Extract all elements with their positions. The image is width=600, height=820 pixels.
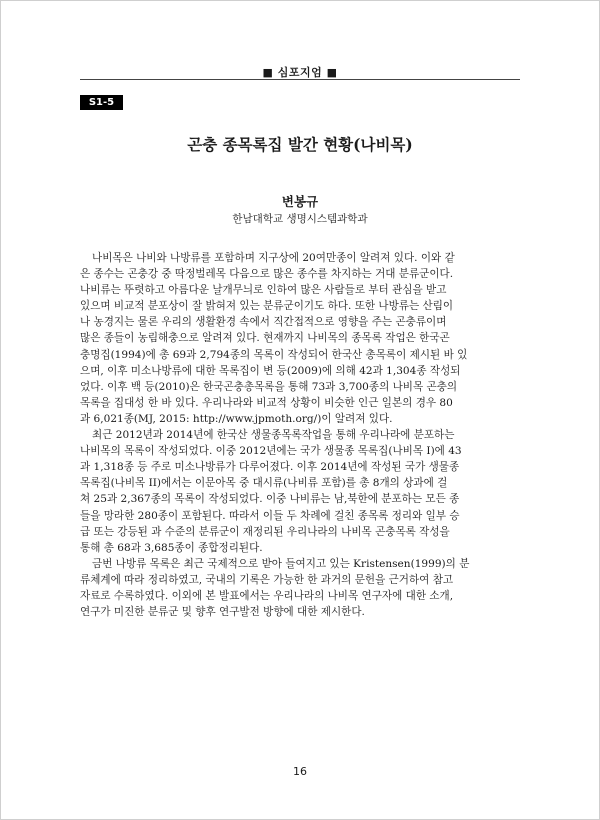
text-line: 목록집(나비목 II)에서는 이문아목 중 대시류(나비류 포함)를 총 8개의 상과에 걸 [80, 477, 448, 490]
text-line: 과 6,021종(MJ, 2015: http://www.jpmoth.org/)이 알려져 있다. [80, 412, 393, 425]
text-line: 충명집(1994)에 총 69과 2,794종의 목록이 작성되어 한국산 총목록이 제시된 바 있 [80, 348, 468, 361]
text-line: 나비류는 뚜렷하고 아름다운 날개무늬로 인하여 많은 사람들로 부터 관심을 받고 [80, 284, 447, 297]
author-affiliation: 한남대학교 생명시스템과학과 [232, 213, 368, 225]
header-rule [80, 79, 520, 80]
page-number: 16 [293, 765, 307, 778]
text-line: 많은 종들이 농림해충으로 알려져 있다. 현재까지 나비목의 종목록 작업은 한국곤 [80, 332, 450, 345]
text-line: 은 종수는 곤충강 중 딱정벌레목 다음으로 많은 종수를 차지하는 거대 분류군이다. [80, 268, 454, 281]
text-line: 급 또는 강등된 과 수준의 분류군이 재정리된 우리나라의 나비목 곤충목록 작성을 [80, 525, 450, 538]
text-line: 나비목은 나비와 나방류를 포함하며 지구상에 20여만종이 알려져 있다. 이와 같 [92, 252, 455, 264]
text-line: 목록을 집대성 한 바 있다. 우리나라와 비교적 상황이 비슷한 인근 일본의 경우 80 [80, 396, 453, 409]
abstract-body [80, 250, 520, 620]
text-line: 자료로 수록하였다. 이외에 본 발표에서는 우리나라의 나비목 연구자에 대한 소개, [80, 589, 454, 602]
text-line: 과 1,318종 등 주로 미소나방류가 다루어졌다. 이후 2014년에 작성된 국가 생물종 [80, 461, 460, 474]
text-line: 나비목의 목록이 작성되었다. 이중 2012년에는 국가 생물종 목록집(나비목 I)에 43 [80, 445, 462, 458]
text-line: 연구가 미진한 분류군 및 향후 연구발전 방향에 대한 제시한다. [80, 606, 365, 619]
text-line: 통해 총 68과 3,685종이 종합정리된다. [80, 541, 263, 554]
paragraph-3 [80, 556, 520, 620]
text-line: 나 농경지는 물론 우리의 생활환경 속에서 직간접적으로 영향을 주는 곤충류이며 [80, 316, 447, 329]
paragraph-2 [80, 427, 520, 556]
author-name: 변봉규 [281, 194, 319, 209]
text-line: 었다. 이후 백 등(2010)은 한국곤충총목록을 통해 73과 3,700종의 나비목 곤충의 [80, 380, 458, 393]
paragraph-1 [80, 250, 520, 427]
text-line: 쳐 25과 2,367종의 목록이 작성되었다. 이중 나비류는 남,북한에 분포하는 모든 종 [80, 493, 460, 506]
text-line: 들을 망라한 280종이 포함된다. 따라서 이들 두 차례에 걸친 종목록 정리와 일부 승 [80, 509, 460, 522]
page-title: 곤충 종목록집 발간 현황(나비목) [187, 135, 413, 154]
section-header: ■ 심포지엄 ■ [262, 66, 338, 79]
text-line: 금번 나방류 목록은 최근 국제적으로 받아 들여지고 있는 Kristensen(1999)의 분 [92, 557, 470, 570]
text-line: 으며, 이후 미소나방류에 대한 목록집이 변 등(2009)에 의해 42과 1,304종 작성되 [80, 364, 461, 377]
text-line: 있으며 비교적 분포상이 잘 밝혀져 있는 분류군이기도 하다. 또한 나방류는 산림이 [80, 300, 454, 313]
text-line: 최근 2012년과 2014년에 한국산 생물종목록작업을 통해 우리나라에 분포하는 [92, 429, 455, 442]
session-badge: S1-5 [80, 95, 123, 110]
text-line: 류체계에 따라 정리하였고, 국내의 기록은 가능한 한 과거의 문헌을 근거하여 참고 [80, 573, 454, 586]
